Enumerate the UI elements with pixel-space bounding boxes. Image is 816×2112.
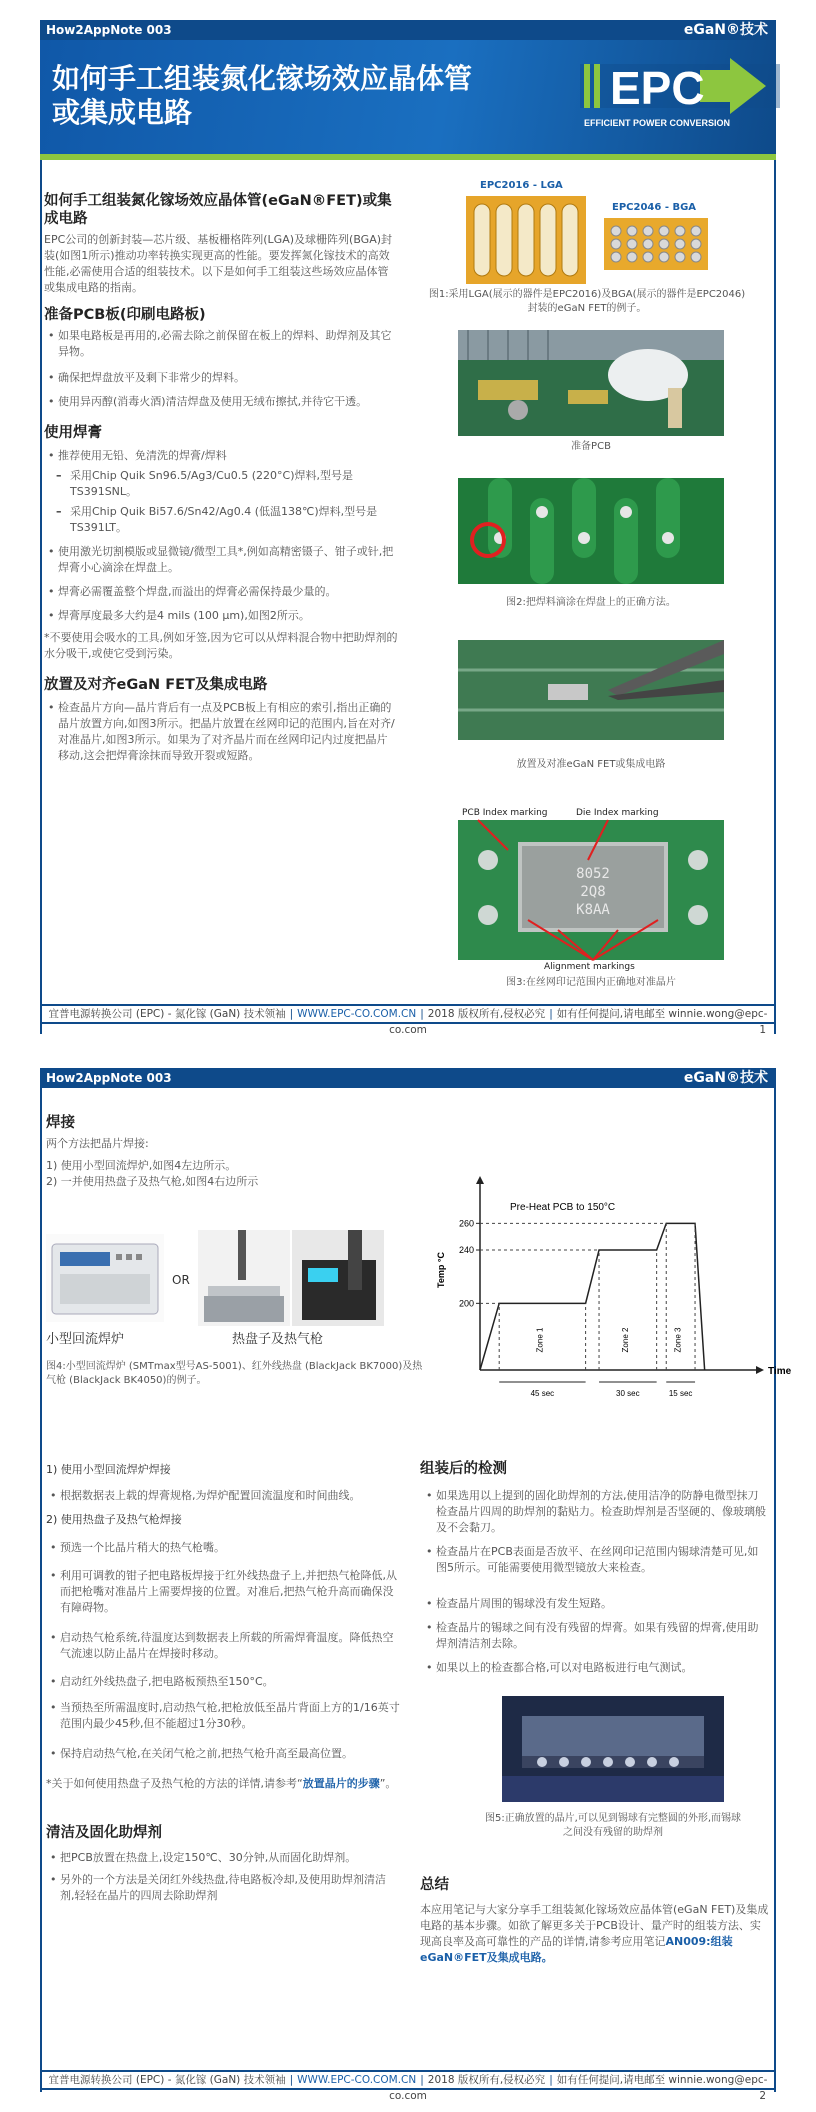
temperature-profile-line xyxy=(480,1223,705,1370)
logo-text: EPC xyxy=(610,62,705,114)
list-item: • 使用激光切割模版或显微镜/微型工具*,例如高精密镊子、钳子或针,把焊膏小心滴涂在焊盘上。 xyxy=(58,544,398,576)
list-item: • 如果电路板是再用的,必需去除之前保留在板上的焊料、助焊剂及其它异物。 xyxy=(58,328,398,360)
lga-device-image xyxy=(466,196,586,284)
pcb-cleaning-photo xyxy=(458,330,724,436)
duration-label: 30 sec xyxy=(616,1389,640,1398)
left-border xyxy=(40,1088,42,2092)
solder-paste-photo xyxy=(458,478,724,584)
oven-label: 小型回流焊炉 xyxy=(46,1332,125,1347)
list-item: • 使用异丙醇(消毒火酒)清洁焊盘及使用无绒布擦拭,并待它干透。 xyxy=(58,394,398,410)
alignment-photo xyxy=(458,820,724,960)
list-item: • 保持启动热气枪,在关闭气枪之前,把热气枪升高至最高位置。 xyxy=(60,1746,400,1762)
doc-id: How2AppNote 003 xyxy=(46,1071,172,1085)
footer: 宜普电源转换公司 (EPC) - 氮化镓 (GaN) 技术领袖 | WWW.EPC-CO.COM.CN | 2018 版权所有,侵权必究 | 如有任何提问,请电邮至 winnie.wong@epc-co.com 1 xyxy=(40,1004,776,1024)
fig1-label-lga: EPC2016 - LGA xyxy=(480,180,563,191)
list-item: • 焊膏厚度最多大约是4 mils (100 µm),如图2所示。 xyxy=(58,608,398,624)
list-item: • 检查晶片周围的锡球没有发生短路。 xyxy=(436,1596,766,1612)
alignment-label: Alignment markings xyxy=(544,962,635,972)
zone-label: Zone 2 xyxy=(620,1327,630,1353)
section-title: 使用焊膏 xyxy=(44,425,102,441)
epc-logo xyxy=(580,56,780,136)
list-item: • 另外的一个方法是关闭红外线热盘,待电路板冷却,及使用助焊剂清洁剂,轻轻在晶片的四周去除助焊剂 xyxy=(60,1872,400,1904)
summary-paragraph: 本应用笔记与大家分享手工组装氮化镓场效应晶体管(eGaN FET)及集成电路的基本步骤。如欲了解更多关于PCB设计、量产时的组装方法、实现高良率及高可靠性的产品的详情,请参考应用笔记AN009:组装eGaN®FET及集成电路。 xyxy=(420,1903,769,1964)
note-text: *关于如何使用热盘子及热气枪的方法的详情,请参考“放置晶片的步骤”。 xyxy=(46,1777,397,1790)
placed-chip-photo xyxy=(502,1696,724,1802)
list-item: • 确保把焊盘放平及剩下非常少的焊料。 xyxy=(58,370,398,386)
figure-caption: 准备PCB xyxy=(571,441,611,452)
section-title: 准备PCB板(印刷电路板) xyxy=(44,307,206,323)
intro-paragraph: EPC公司的创新封装—芯片级、基板栅格阵列(LGA)及球栅阵列(BGA)封装(如图1所示)推动功率转换实现更高的性能。要发挥氮化镓技术的高效性能,必需使用合适的组装技术。以下是如何手工组装这些场效应晶体管或集成电路的指南。 xyxy=(44,233,393,294)
subsection-title: 2) 使用热盘子及热气枪焊接 xyxy=(46,1513,182,1526)
list-item: • 当预热至所需温度时,启动热气枪,把枪放低至晶片背面上方的1/16英寸范围内最少45秒,但不能超过1分30秒。 xyxy=(60,1700,400,1732)
sub-item: – 采用Chip Quik Bi57.6/Sn42/Ag0.4 (低温138℃)焊料,型号是TS391LT。 xyxy=(70,504,390,536)
list-item: • 启动热气枪系统,待温度达到数据表上所载的所需焊膏温度。降低热空气流速以防止晶片在焊接时移动。 xyxy=(60,1630,400,1662)
list-item: • 预选一个比晶片稍大的热气枪嘴。 xyxy=(60,1540,400,1556)
zone-label: Zone 1 xyxy=(535,1327,545,1353)
footer-site-link[interactable]: WWW.EPC-CO.COM.CN xyxy=(297,2074,417,2086)
page-title: 如何手工组装氮化镓场效应晶体管 或集成电路 xyxy=(52,62,473,129)
list-item: • 检查晶片在PCB表面是否放平、在丝网印记范围内锡球清楚可见,如图5所示。可能需要使用微型镜放大来检查。 xyxy=(436,1544,766,1576)
section-title: 总结 xyxy=(420,1877,449,1893)
list-item: • 推荐使用无铅、免清洗的焊膏/焊料 xyxy=(58,448,398,464)
list-item: • 检查晶片方向—晶片背后有一点及PCB板上有相应的索引,指出正确的晶片放置方向,如图3所示。把晶片放置在丝网印记的范围内,旨在对齐/对准晶片,如图3所示。如果为了对齐晶片而在丝网印记内过度把晶片移动,这会把焊膏涂抹而导致开裂或短路。 xyxy=(58,700,398,764)
reflow-oven-image xyxy=(46,1234,164,1322)
section-title: 焊接 xyxy=(46,1115,75,1131)
method-item: 1) 使用小型回流焊炉,如图4左边所示。 xyxy=(46,1159,237,1172)
fig1-label-bga: EPC2046 - BGA xyxy=(612,202,697,213)
figure-caption: 图4:小型回流焊炉 (SMTmax型号AS-5001)、红外线热盘 (BlackJack BK7000)及热气枪 (BlackJack BK4050)的例子。 xyxy=(46,1361,423,1386)
zone-label: Zone 3 xyxy=(673,1327,683,1353)
chart-title: Pre-Heat PCB to 150°C xyxy=(510,1202,616,1213)
page-2 xyxy=(0,1056,816,2112)
duration-label: 45 sec xyxy=(530,1389,555,1398)
green-divider xyxy=(40,154,776,160)
doc-id: How2AppNote 003 xyxy=(46,23,172,37)
page-number: 1 xyxy=(759,1024,766,1036)
figure-caption: 图2:把焊料滴涂在焊盘上的正确方法。 xyxy=(506,597,676,608)
list-item: • 根据数据表上载的焊膏规格,为焊炉配置回流温度和时间曲线。 xyxy=(60,1488,400,1504)
figure-caption: 图3:在丝网印记范围内正确地对准晶片 xyxy=(506,977,676,988)
bga-device-image xyxy=(604,218,708,270)
list-item: • 利用可调教的钳子把电路板焊接于红外线热盘子上,并把热气枪降低,从而把枪嘴对准晶片上需要焊接的位置。对准后,把热气枪升高而确保没有障碍物。 xyxy=(60,1568,400,1616)
page-number: 2 xyxy=(759,2090,766,2102)
sub-item: – 采用Chip Quik Sn96.5/Ag3/Cu0.5 (220°C)焊料,型号是TS391SNL。 xyxy=(70,468,390,500)
hot-plate-image xyxy=(198,1230,290,1326)
y-axis-label: Temp °C xyxy=(436,1252,446,1288)
reflow-profile-chart xyxy=(430,1160,792,1420)
x-axis-arrow xyxy=(756,1366,764,1374)
list-item: • 启动红外线热盘子,把电路板预热至150°C。 xyxy=(60,1674,400,1690)
header-tech: eGaN®技术 xyxy=(683,1070,768,1086)
section-title: 如何手工组装氮化镓场效应晶体管(eGaN®FET)或集成电路 xyxy=(44,193,392,227)
placement-photo xyxy=(458,640,724,740)
or-label: OR xyxy=(172,1273,190,1287)
hotplate-label: 热盘子及热气枪 xyxy=(232,1332,324,1347)
header-bar xyxy=(40,1068,776,1088)
an009-link[interactable]: AN009:组装eGaN®FET及集成电路。 xyxy=(420,1935,733,1964)
figure-caption: 图5:正确放置的晶片,可以见到锡球有完整圆的外形,而锡球之间没有残留的助焊剂 xyxy=(484,1813,742,1838)
placement-steps-link[interactable]: 放置晶片的步骤 xyxy=(302,1777,380,1790)
y-tick-label: 260 xyxy=(458,1218,474,1229)
header-tech: eGaN®技术 xyxy=(683,22,768,38)
paragraph: 两个方法把晶片焊接: xyxy=(46,1137,149,1150)
figure-caption: 放置及对准eGaN FET或集成电路 xyxy=(516,759,666,770)
duration-label: 15 sec xyxy=(668,1389,693,1398)
list-item: • 焊膏必需覆盖整个焊盘,而溢出的焊膏必需保持最少量的。 xyxy=(58,584,398,600)
pcb-index-label: PCB Index marking xyxy=(462,808,548,818)
logo-subtitle: EFFICIENT POWER CONVERSION xyxy=(584,118,731,128)
footer: 宜普电源转换公司 (EPC) - 氮化镓 (GaN) 技术领袖 | WWW.EPC-CO.COM.CN | 2018 版权所有,侵权必究 | 如有任何提问,请电邮至 winnie.wong@epc-co.com 2 xyxy=(40,2070,776,2090)
list-item: • 检查晶片的锡球之间有没有残留的焊膏。如果有残留的焊膏,使用助焊剂清洁剂去除。 xyxy=(436,1620,766,1652)
list-item: • 如果选用以上提到的固化助焊剂的方法,使用洁净的防静电微型抹刀检查晶片四周的助焊剂的黏贴力。检查助焊剂是否坚硬的、像玻璃般及不会黏刀。 xyxy=(436,1488,766,1536)
header-bar xyxy=(40,20,776,40)
title-banner xyxy=(40,40,776,154)
chip-marking: 8052 2Q8 K8AA xyxy=(576,866,610,918)
note-text: *不要使用会吸水的工具,例如牙签,因为它可以从焊料混合物中把助焊剂的水分吸干,或使它受到污染。 xyxy=(44,631,398,660)
right-border xyxy=(774,1088,776,2092)
x-axis-label: Time xyxy=(768,1366,792,1377)
figure-caption: 图1:采用LGA(展示的器件是EPC2016)及BGA(展示的器件是EPC2046)封装的eGaN FET的例子。 xyxy=(428,289,746,314)
y-axis-arrow xyxy=(476,1176,484,1184)
section-title: 清洁及固化助焊剂 xyxy=(46,1825,162,1841)
left-border xyxy=(40,40,42,1034)
list-item: • 如果以上的检查都合格,可以对电路板进行电气测试。 xyxy=(436,1660,766,1676)
footer-site-link[interactable]: WWW.EPC-CO.COM.CN xyxy=(297,1008,417,1020)
y-tick-label: 200 xyxy=(458,1298,474,1309)
section-title: 放置及对齐eGaN FET及集成电路 xyxy=(44,677,268,693)
hot-air-gun-image xyxy=(292,1230,384,1326)
y-tick-label: 240 xyxy=(458,1245,474,1255)
die-index-label: Die Index marking xyxy=(576,808,659,818)
section-title: 组装后的检测 xyxy=(420,1461,507,1477)
method-item: 2) 一并使用热盘子及热气枪,如图4右边所示 xyxy=(46,1175,259,1188)
right-border xyxy=(774,40,776,1034)
subsection-title: 1) 使用小型回流焊炉焊接 xyxy=(46,1463,171,1476)
list-item: • 把PCB放置在热盘上,设定150℃、30分钟,从而固化助焊剂。 xyxy=(60,1850,400,1866)
